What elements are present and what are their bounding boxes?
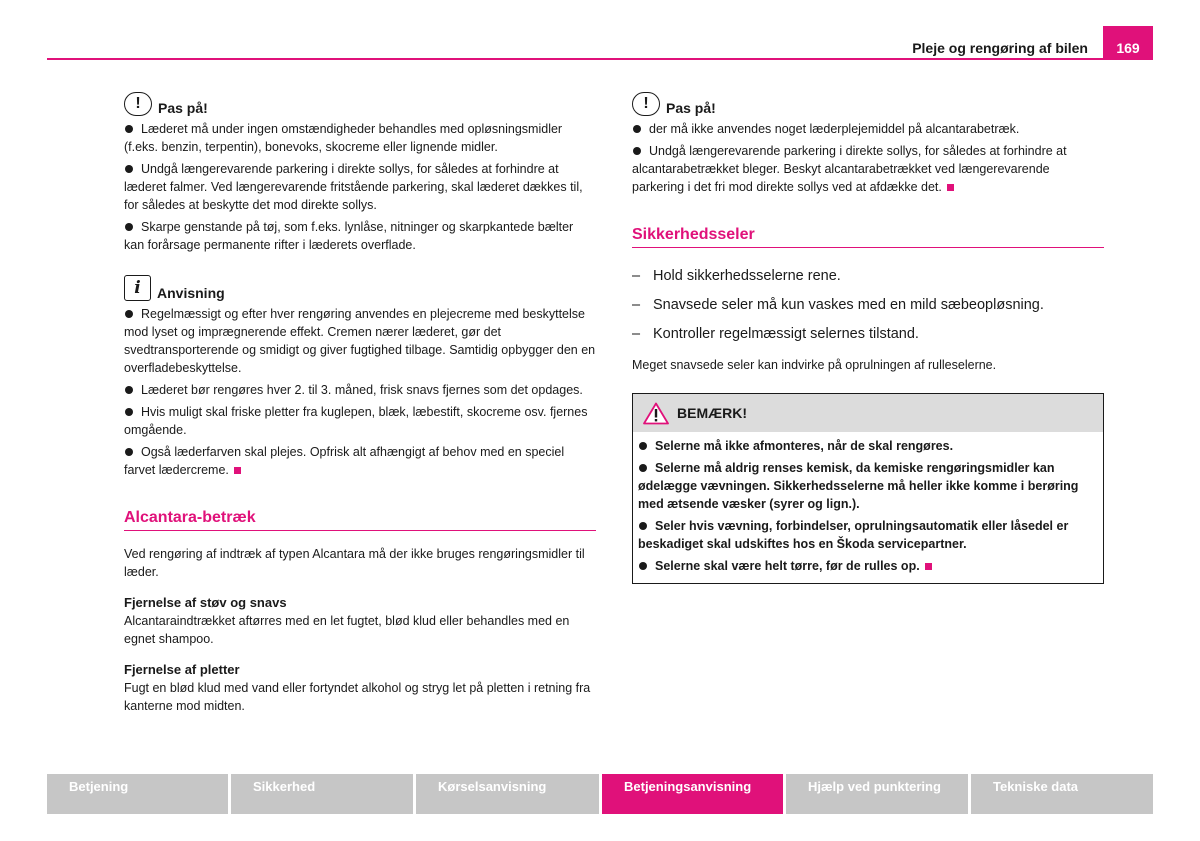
bullet-icon: [125, 223, 133, 231]
tab-korselsanvisning[interactable]: Kørselsanvisning: [416, 774, 602, 814]
note-title: Anvisning: [157, 285, 225, 301]
tab-sikkerhed[interactable]: Sikkerhed: [231, 774, 416, 814]
bullet-icon: [639, 464, 647, 472]
caution-title: Pas på!: [158, 100, 208, 116]
running-header-title: Pleje og rengøring af bilen: [912, 40, 1088, 56]
note-heading: [124, 275, 596, 301]
end-mark-icon: [234, 467, 241, 474]
end-mark-icon: [925, 563, 932, 570]
bullet-icon: [125, 408, 133, 416]
tab-betjening[interactable]: Betjening: [47, 774, 231, 814]
list-item: Også læderfarven skal plejes. Opfrisk alt afhængigt af behov med en speciel farvet lædercreme.: [124, 445, 565, 477]
list-item: Regelmæssigt og efter hver rengøring anvendes en plejecreme med beskyttelse mod lyset og imprægnerende effekt. Cremen nærer læderet, gør det svedtransporterende og smidigt og giver fugtighed tilbage. Samtidig opbygger den en overfladebeskyttelse.: [124, 307, 596, 375]
warning-heading: [633, 394, 1103, 432]
bullet-icon: [125, 125, 133, 133]
warning-title: BEMÆRK!: [677, 405, 747, 421]
bullet-icon: [125, 448, 133, 456]
bullet-icon: [125, 310, 133, 318]
bullet-icon: [639, 442, 647, 450]
exclamation-icon: !: [632, 92, 660, 116]
steps-list: [632, 266, 1104, 344]
list-item: Selerne må aldrig renses kemisk, da kemiske rengøringsmidler kan ødelægge vævningen. Sikkerhedsselerne må heller ikke komme i berøring med ætsende væsker (syrer og lign.).: [638, 461, 1079, 511]
caution-heading: [632, 92, 1104, 116]
section-title-alcantara: Alcantara-betræk: [124, 509, 596, 531]
header-rule: [47, 58, 1153, 60]
list-item: Hvis muligt skal friske pletter fra kuglepen, blæk, læbestift, skocreme osv. fjernes omgående.: [124, 405, 588, 437]
section-title-seat-belts: Sikkerhedsseler: [632, 226, 1104, 248]
belts-note: Meget snavsede seler kan indvirke på oprulningen af rulleselerne.: [632, 358, 997, 372]
chapter-nav: [47, 774, 1153, 814]
caution-heading: [124, 92, 596, 116]
tab-hjaelp-ved-punktering[interactable]: Hjælp ved punktering: [786, 774, 971, 814]
tab-betjeningsanvisning[interactable]: Betjeningsanvisning: [602, 774, 786, 814]
dust-heading: Fjernelse af støv og snavs: [124, 595, 287, 610]
exclamation-icon: !: [124, 92, 152, 116]
list-item: Selerne må ikke afmonteres, når de skal rengøres.: [638, 437, 1098, 455]
warning-box: [632, 393, 1104, 584]
list-item: – Snavsede seler må kun vaskes med en mild sæbeopløsning.: [632, 297, 1044, 313]
dust-text: Alcantaraindtrækket aftørres med en let fugtet, blød klud eller behandles med en egnet shampoo.: [124, 614, 570, 646]
bullet-icon: [633, 147, 641, 155]
bullet-icon: [639, 562, 647, 570]
left-column: [124, 92, 596, 715]
bullet-icon: [633, 125, 641, 133]
right-column: [632, 92, 1104, 584]
bullet-icon: [125, 165, 133, 173]
alcantara-intro: Ved rengøring af indtræk af typen Alcantara må der ikke bruges rengøringsmidler til læder.: [124, 547, 585, 579]
warning-triangle-icon: [643, 402, 669, 425]
bullet-icon: [125, 386, 133, 394]
caution-title: Pas på!: [666, 100, 716, 116]
list-item: Undgå længerevarende parkering i direkte sollys, for således at forhindre at læderet falmer. Ved længerevarende fritstående parkering, skal læderet dækkes til, for således at beskytte det mod direkte sollys.: [124, 162, 583, 212]
info-icon: i: [124, 275, 151, 301]
page-number: 169: [1103, 26, 1153, 59]
list-item: Læderet bør rengøres hver 2. til 3. måned, frisk snavs fjernes som det opdages.: [124, 381, 596, 399]
warning-body: [633, 432, 1103, 583]
list-item: – Hold sikkerhedsselerne rene.: [632, 268, 841, 284]
list-item: – Kontroller regelmæssigt selernes tilstand.: [632, 326, 919, 342]
tab-tekniske-data[interactable]: Tekniske data: [971, 774, 1153, 814]
list-item: der må ikke anvendes noget læderplejemiddel på alcantarabetræk.: [632, 120, 1104, 138]
end-mark-icon: [947, 184, 954, 191]
stain-text: Fugt en blød klud med vand eller fortyndet alkohol og stryg let på pletten i retning fra kanterne mod midten.: [124, 681, 591, 713]
list-item: Seler hvis vævning, forbindelser, oprulningsautomatik eller låsedel er beskadiget skal udskiftes hos en Škoda servicepartner.: [638, 519, 1069, 551]
list-item: Selerne skal være helt tørre, før de rulles op.: [638, 557, 1098, 575]
bullet-icon: [639, 522, 647, 530]
list-item: Læderet må under ingen omstændigheder behandles med opløsningsmidler (f.eks. benzin, terpentin), bonevoks, skocreme eller lignende midler.: [124, 122, 563, 154]
list-item: Undgå længerevarende parkering i direkte sollys, for således at forhindre at alcantarabetrækket bleger. Beskyt alcantarabetrækket ved længerevarende parkering i det fri mod direkte sollys ved at afdække det.: [632, 144, 1067, 194]
list-item: Skarpe genstande på tøj, som f.eks. lynlåse, nitninger og skarpkantede bælter kan forårsage permanente rifter i læderets overflade.: [124, 220, 574, 252]
stain-heading: Fjernelse af pletter: [124, 662, 240, 677]
